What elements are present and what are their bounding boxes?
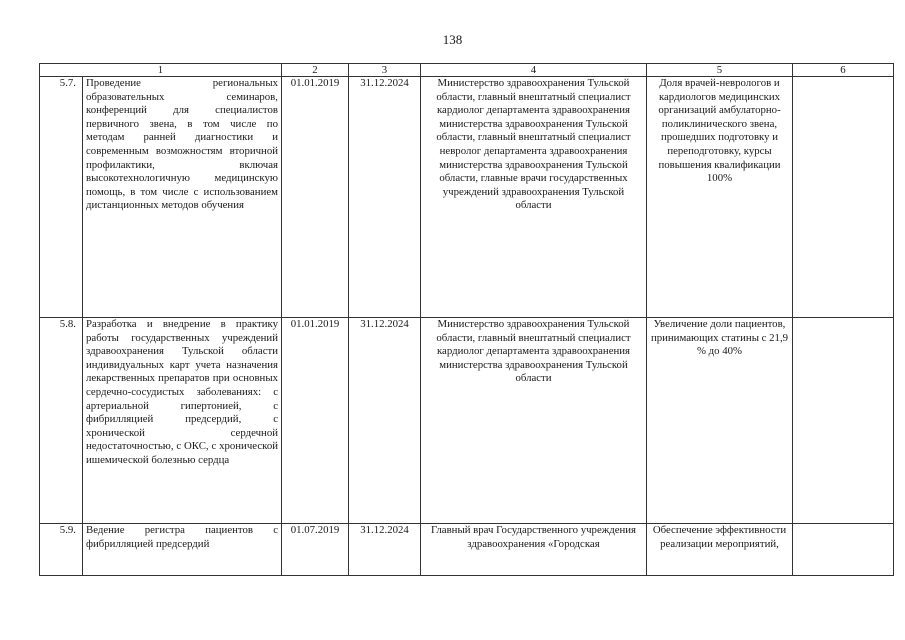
- header-col-3: 3: [349, 64, 421, 77]
- header-col-5: 5: [647, 64, 793, 77]
- measure-name: Проведение региональных образовательных семинаров, конференций для специалистов первичного звена, в том числе по методам ранней диагностики и современным возможностям вторичной профилактики, включая высокотехнологичную медицинскую помощь, в том числе с использованием дистанционных методов обучения: [83, 77, 282, 318]
- table-row: [40, 524, 894, 576]
- table-row: [40, 77, 894, 318]
- row-number: 5.9.: [40, 524, 83, 576]
- start-date: 01.07.2019: [282, 524, 349, 576]
- end-date: 31.12.2024: [349, 77, 421, 318]
- expected-result: Обеспечение эффективности реализации мероприятий,: [647, 524, 793, 576]
- header-row: [40, 64, 894, 77]
- table-row: [40, 318, 894, 524]
- measures-table: [39, 63, 894, 576]
- note-cell: [793, 318, 894, 524]
- header-col-2: 2: [282, 64, 349, 77]
- responsible-executor: Министерство здравоохранения Тульской области, главный внештатный специалист кардиолог департамента здравоохранения министерства здравоохранения Тульской области, главный внештатный специалист невролог департамента здравоохранения министерства здравоохранения Тульской области, главные врачи государственных учреждений здравоохранения Тульской области: [421, 77, 647, 318]
- start-date: 01.01.2019: [282, 318, 349, 524]
- expected-result: Увеличение доли пациентов, принимающих статины с 21,9 % до 40%: [647, 318, 793, 524]
- row-number: 5.8.: [40, 318, 83, 524]
- start-date: 01.01.2019: [282, 77, 349, 318]
- end-date: 31.12.2024: [349, 318, 421, 524]
- note-cell: [793, 524, 894, 576]
- responsible-executor: Министерство здравоохранения Тульской области, главный внештатный специалист кардиолог департамента здравоохранения министерства здравоохранения Тульской области: [421, 318, 647, 524]
- header-col-1: 1: [40, 64, 282, 77]
- responsible-executor: Главный врач Государственного учреждения здравоохранения «Городская: [421, 524, 647, 576]
- measure-name: Ведение регистра пациентов с фибрилляцией предсердий: [83, 524, 282, 576]
- row-number: 5.7.: [40, 77, 83, 318]
- expected-result: Доля врачей-неврологов и кардиологов медицинских организаций амбулаторно-поликлинического звена, прошедших подготовку и переподготовку, курсы повышения квалификации 100%: [647, 77, 793, 318]
- page-number: 138: [442, 32, 463, 47]
- measure-name: Разработка и внедрение в практику работы государственных учреждений здравоохранения Тульской области индивидуальных карт учета назначения лекарственных препаратов при основных сердечно-сосудистых заболеваниях: с артериальной гипертонией, с фибрилляцией предсердий, с хронической сердечной недостаточностью, с ОКС, с хронической ишемической болезнью сердца: [83, 318, 282, 524]
- header-col-6: 6: [793, 64, 894, 77]
- note-cell: [793, 77, 894, 318]
- end-date: 31.12.2024: [349, 524, 421, 576]
- header-col-4: 4: [421, 64, 647, 77]
